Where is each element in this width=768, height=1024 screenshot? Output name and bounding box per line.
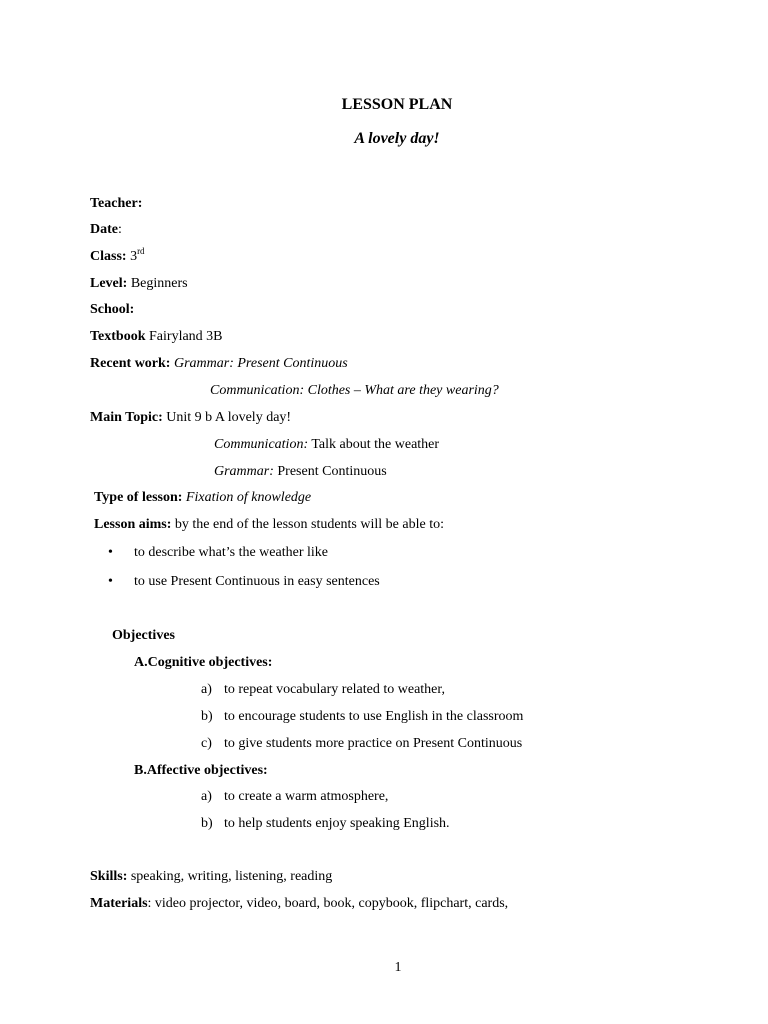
school-label: School: (90, 302, 135, 317)
skills-value: speaking, writing, listening, reading (130, 869, 333, 884)
teacher-label: Teacher: (90, 196, 143, 211)
bullet-icon: • (108, 545, 113, 560)
type-of-lesson-line (94, 489, 311, 507)
objective-text: to help students enjoy speaking English. (224, 816, 450, 831)
objective-text: to give students more practice on Present Continuous (224, 736, 523, 751)
affective-objective-item (201, 815, 450, 833)
textbook-line (90, 328, 223, 346)
recent-work-communication-line (210, 382, 499, 400)
recent-work-grammar: Grammar: Present Continuous (173, 356, 348, 371)
level-value: Beginners (130, 276, 188, 291)
objectives-heading-text: Objectives (112, 628, 175, 643)
textbook-label: Textbook (90, 329, 146, 344)
objective-text: to create a warm atmosphere, (224, 789, 389, 804)
affective-heading-text: B.Affective objectives: (134, 763, 268, 778)
list-marker: c) (201, 736, 212, 751)
lesson-aims-label: Lesson aims: (94, 517, 172, 532)
textbook-value: Fairyland 3B (149, 329, 223, 344)
main-topic-grammar-line (214, 463, 387, 481)
level-label: Level: (90, 276, 128, 291)
type-of-lesson-label: Type of lesson: (94, 490, 183, 505)
class-line (90, 248, 145, 266)
date-colon: : (118, 222, 122, 237)
date-line (90, 221, 122, 239)
school-line (90, 301, 134, 319)
main-topic-value: Unit 9 b A lovely day! (166, 410, 292, 425)
list-marker: b) (201, 709, 213, 724)
aim-text: to describe what’s the weather like (134, 545, 328, 560)
objective-text: to repeat vocabulary related to weather, (224, 682, 445, 697)
cognitive-objective-item (201, 708, 523, 726)
aim-item (108, 573, 380, 591)
skills-line (90, 868, 332, 886)
class-label: Class: (90, 249, 127, 264)
main-topic-grammar-value: Present Continuous (277, 464, 387, 479)
recent-work-communication: Communication: Clothes – What are they wearing? (210, 383, 499, 398)
materials-value: : video projector, video, board, book, copybook, flipchart, cards, (147, 896, 509, 911)
document-subtitle: A lovely day! (354, 130, 440, 147)
teacher-line (90, 195, 142, 213)
lesson-aims-line (94, 516, 444, 534)
list-marker: a) (201, 682, 212, 697)
list-marker: a) (201, 789, 212, 804)
list-marker: b) (201, 816, 213, 831)
main-topic-label: Main Topic: (90, 410, 163, 425)
cognitive-heading-text: A.Cognitive objectives: (134, 655, 273, 670)
recent-work-line (90, 355, 348, 373)
materials-label: Materials (90, 896, 148, 911)
class-value: 3 (130, 249, 138, 264)
affective-objective-item (201, 788, 388, 806)
level-line (90, 275, 188, 293)
main-topic-grammar-label: Grammar: (214, 464, 274, 479)
class-superscript: rd (137, 246, 145, 256)
cognitive-objectives-heading (134, 654, 272, 672)
type-of-lesson-value: Fixation of knowledge (185, 490, 312, 505)
cognitive-objective-item (201, 735, 522, 753)
affective-objectives-heading (134, 762, 268, 780)
page-number: 1 (394, 960, 402, 975)
recent-work-label: Recent work: (90, 356, 171, 371)
aim-item (108, 544, 328, 562)
skills-label: Skills: (90, 869, 128, 884)
main-topic-line (90, 409, 291, 427)
materials-line (90, 895, 508, 913)
main-topic-communication-line (214, 436, 439, 454)
document-title: LESSON PLAN (341, 96, 453, 113)
bullet-icon: • (108, 574, 113, 589)
objective-text: to encourage students to use English in the classroom (224, 709, 524, 724)
main-topic-communication-value: Talk about the weather (311, 437, 440, 452)
date-label: Date (90, 222, 118, 237)
main-topic-communication-label: Communication: (214, 437, 309, 452)
cognitive-objective-item (201, 681, 445, 699)
objectives-heading (112, 627, 175, 645)
lesson-aims-value: by the end of the lesson students will be able to: (174, 517, 444, 532)
aim-text: to use Present Continuous in easy sentences (134, 574, 380, 589)
